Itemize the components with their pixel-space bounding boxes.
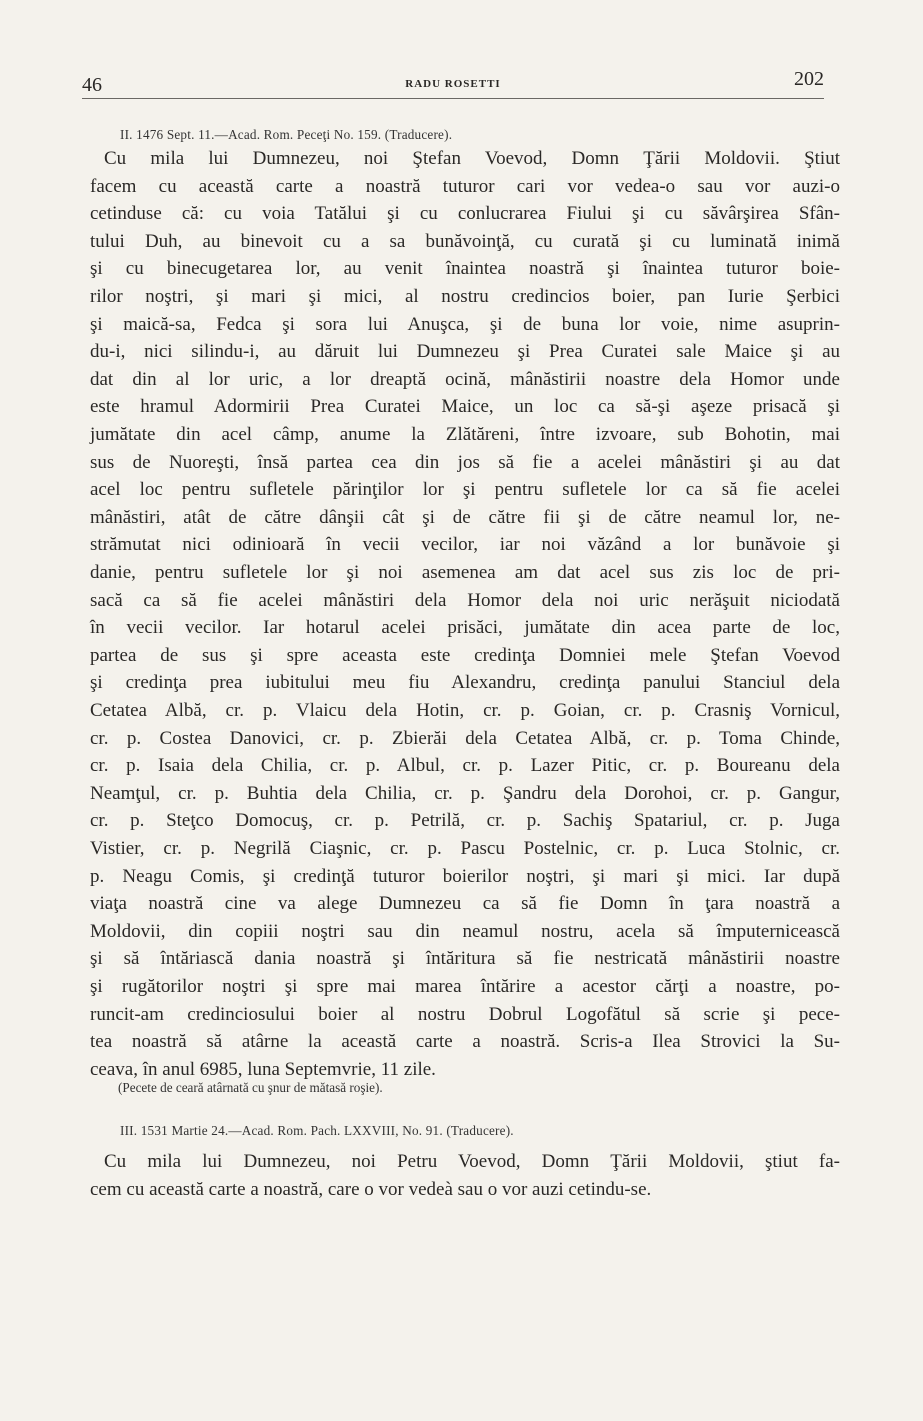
text-line: cr. p. Steţco Domocuş, cr. p. Petrilă, cr. p. Sachiş Spatariul, cr. p. Juga	[90, 810, 840, 832]
text-line: şi cu binecugetarea lor, au venit înaintea noastră şi înaintea tuturor boie-	[90, 258, 840, 280]
text-line: p. Neagu Comis, şi credinţă tuturor boierilor noştri, şi mari şi mici. Iar după	[90, 865, 840, 887]
text-line: mânăstiri, atât de către dânşii cât şi de către fii şi de către neamul lor, ne-	[90, 506, 840, 528]
document-heading-ii: II. 1476 Sept. 11.—Acad. Rom. Peceţi No. 159. (Traducere).	[120, 127, 453, 142]
text-line: danie, pentru sufletele lor şi noi asemenea am dat acel sus zis loc de pri-	[90, 562, 840, 583]
text-line: şi maică-sa, Fedca şi sora lui Anuşca, şi de buna lor voie, nime asuprin-	[90, 313, 840, 335]
text-line: strămutat nici odinioară în vecii vecilor, iar noi văzând a lor bunăvoie şi	[90, 534, 840, 556]
text-line: runcit-am credinciosului boier al nostru Dobrul Logofătul să scrie şi pece-	[90, 1003, 840, 1025]
document-heading-iii: III. 1531 Martie 24.—Acad. Rom. Pach. LXXVIII, No. 91. (Traducere).	[120, 1123, 514, 1138]
text-line: Cetatea Albă, cr. p. Vlaicu dela Hotin, cr. p. Goian, cr. p. Crasniş Vornicul,	[90, 700, 840, 721]
text-line: tului Duh, au binevoit cu a sa bunăvoinţă, cu curată şi cu luminată inimă	[90, 230, 840, 252]
text-line: du-i, nici silindu-i, au dăruit lui Dumnezeu şi Prea Curatei sale Maice şi au	[90, 341, 840, 363]
text-line: cr. p. Costea Danovici, cr. p. Zbierăi dela Cetatea Albă, cr. p. Toma Chinde,	[90, 727, 840, 749]
page-number-left: 46	[82, 74, 102, 96]
text-line: facem cu această carte a noastră tuturor cari vor vedea-o sau vor auzi-o	[90, 175, 840, 197]
text-line: sus de Nuoreşti, însă partea cea din jos să fie a acelei mânăstiri şi au dat	[90, 451, 840, 473]
page-number-right: 202	[794, 68, 824, 90]
text-line: tea noastră să atârne la această carte a noastră. Scris-a Ilea Strovici la Su-	[90, 1031, 840, 1053]
text-line: Neamţul, cr. p. Buhtia dela Chilia, cr. p. Şandru dela Dorohoi, cr. p. Gangur,	[90, 782, 840, 804]
text-line: rilor noştri, şi mari şi mici, al nostru credincios boier, pan Iurie Şerbici	[90, 286, 840, 307]
text-line: în vecii vecilor. Iar hotarul acelei prisăci, jumătate din acea parte de loc,	[90, 617, 840, 639]
text-line: Moldovii, din copiii noştri sau din neamul nostru, acela să împuternicească	[90, 920, 840, 942]
text-line: Cu mila lui Dumnezeu, noi Petru Voevod, Domn Ţării Moldovii, ştiut fa-	[104, 1151, 840, 1172]
running-title-author: RADU ROSETTI	[405, 78, 501, 90]
text-line: Vistier, cr. p. Negrilă Ciaşnic, cr. p. Pascu Postelnic, cr. p. Luca Stolnic, cr.	[90, 838, 840, 859]
seal-note: (Pecete de ceară atârnată cu şnur de mătasă roşie).	[118, 1080, 383, 1095]
text-line: şi credinţa prea iubitului meu fiu Alexandru, credinţa panului Stanciul dela	[90, 672, 840, 694]
text-line: partea de sus şi spre aceasta este credinţa Domniei mele Ştefan Voevod	[90, 644, 840, 666]
text-line: cetinduse că: cu voia Tatălui şi cu conlucrarea Fiului şi cu săvârşirea Sfân-	[90, 203, 840, 225]
text-line: dat din al lor uric, a lor dreaptă ocină, mânăstirii noastre dela Homor unde	[90, 368, 840, 390]
text-line: cr. p. Isaia dela Chilia, cr. p. Albul, cr. p. Lazer Pitic, cr. p. Boureanu dela	[90, 755, 840, 777]
running-header	[82, 68, 824, 99]
text-line: Cu mila lui Dumnezeu, noi Ştefan Voevod, Domn Ţării Moldovii. Ştiut	[104, 148, 840, 169]
text-line: cem cu această carte a noastră, care o vor vedeà sau o vor auzi cetindu-se.	[90, 1178, 652, 1200]
text-line: este hramul Adormirii Prea Curatei Maice, un loc ca să-şi aşeze prisacă şi	[90, 396, 840, 418]
text-line: viaţa noastră cine va alege Dumnezeu ca să fie Domn în ţara noastră a	[90, 893, 840, 915]
text-line: şi să întăriască dania noastră şi întăritura să fie nestricată mânăstirii noastre	[90, 948, 840, 970]
text-line: acel loc pentru sufletele părinţilor lor şi pentru sufletele lor ca să fie acelei	[90, 479, 840, 501]
text-line: sacă ca să fie acelei mânăstiri dela Homor dela noi uric nerăşuit niciodată	[90, 589, 840, 611]
text-line: jumătate din acel câmp, anume la Zlătăreni, între izvoare, sub Bohotin, mai	[90, 424, 840, 445]
text-line: şi rugătorilor noştri şi spre mai marea întărire a acestor cărţi a noastre, po-	[90, 976, 840, 997]
text-line: ceava, în anul 6985, luna Septemvrie, 11 zile.	[90, 1058, 436, 1080]
